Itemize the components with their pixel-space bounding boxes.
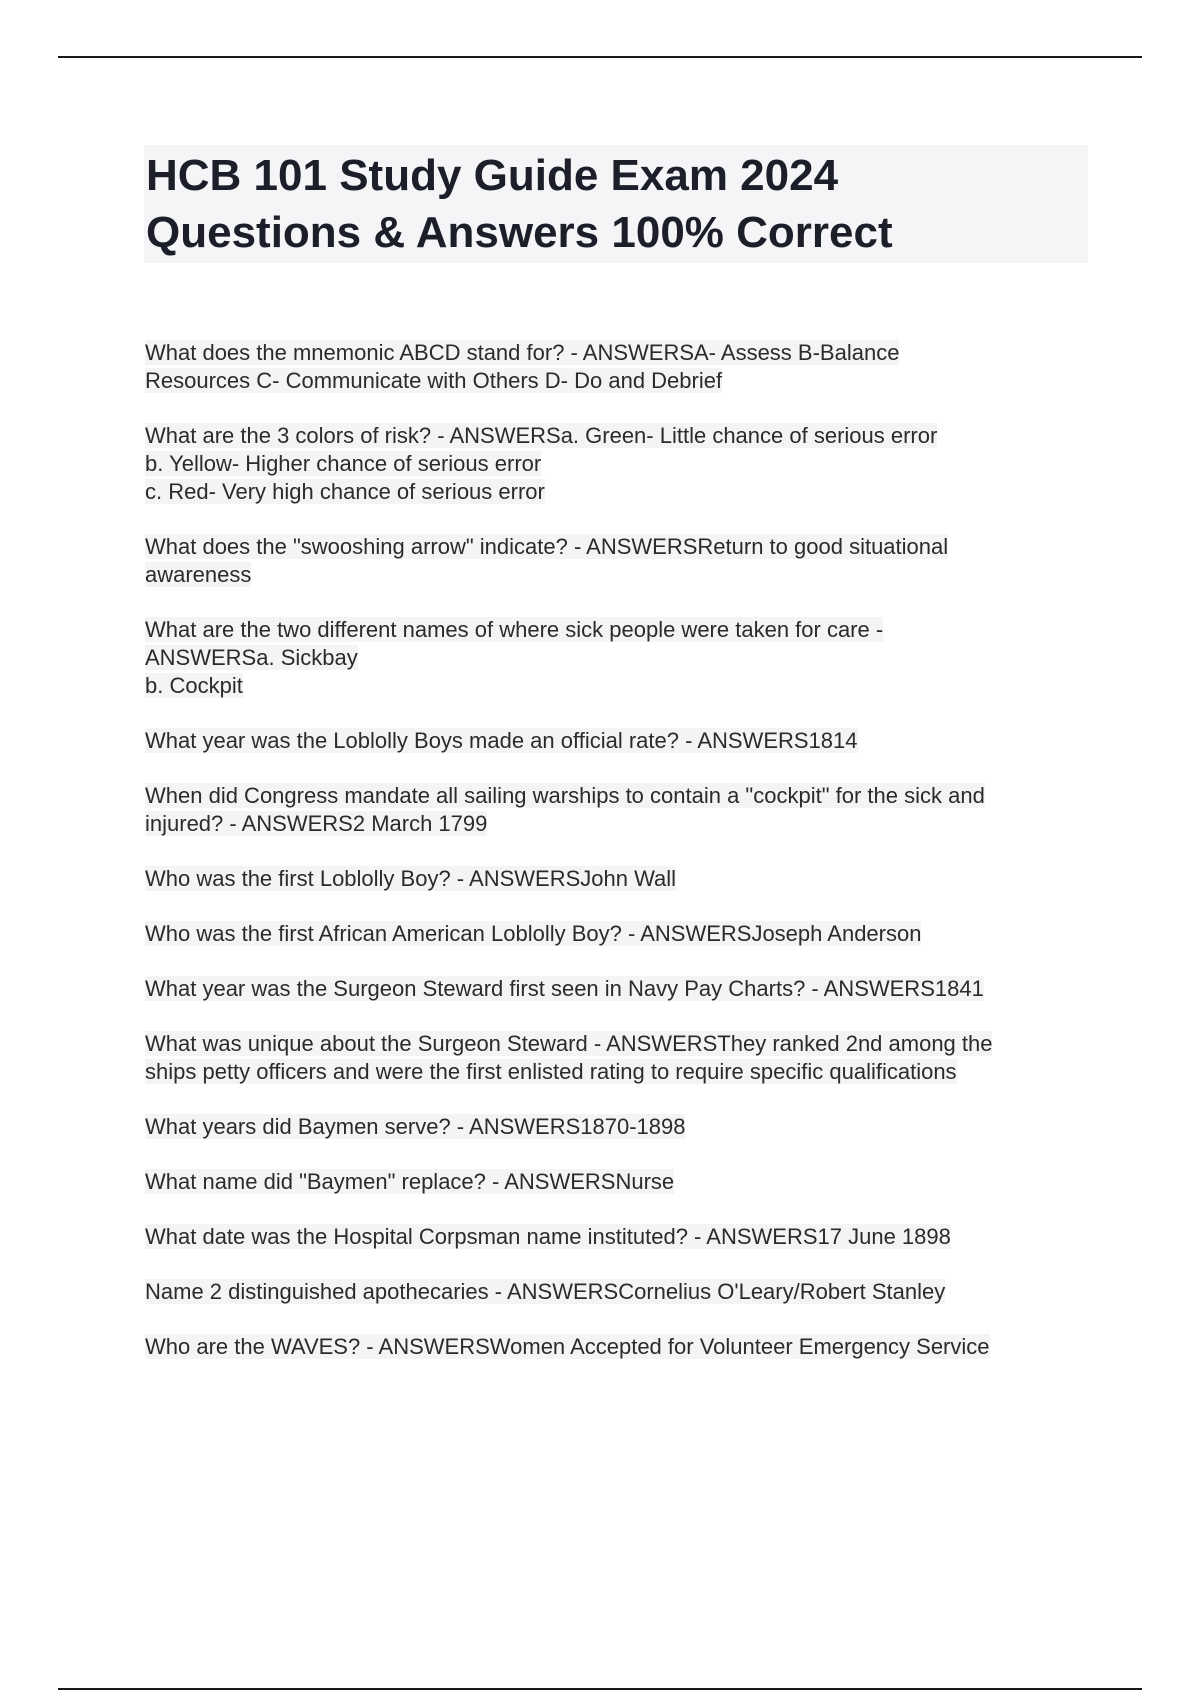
qa-line	[145, 1030, 1085, 1058]
qa-line	[145, 478, 1085, 506]
qa-line	[145, 672, 1085, 700]
qa-line	[145, 920, 1085, 948]
qa-text: ships petty officers and were the first enlisted rating to require specific qualifications	[145, 1059, 957, 1084]
qa-text: c. Red- Very high chance of serious error	[145, 479, 545, 504]
qa-line	[145, 644, 1085, 672]
page-title	[144, 145, 1088, 263]
qa-text: ANSWERSa. Sickbay	[145, 645, 358, 670]
qa-line	[145, 782, 1085, 810]
qa-text: When did Congress mandate all sailing warships to contain a "cockpit" for the sick and	[145, 783, 985, 808]
bottom-divider	[58, 1688, 1142, 1690]
qa-item	[145, 1333, 1085, 1361]
qa-line	[145, 1223, 1085, 1251]
qa-item	[145, 1278, 1085, 1306]
qa-text: Who are the WAVES? - ANSWERSWomen Accepted for Volunteer Emergency Service	[145, 1334, 990, 1359]
qa-item	[145, 533, 1085, 589]
qa-text: What does the "swooshing arrow" indicate? - ANSWERSReturn to good situational	[145, 534, 949, 559]
qa-item	[145, 1168, 1085, 1196]
qa-text: What year was the Surgeon Steward first seen in Navy Pay Charts? - ANSWERS1841	[145, 976, 984, 1001]
qa-text: What are the 3 colors of risk? - ANSWERSa. Green- Little chance of serious error	[145, 423, 938, 448]
qa-text: What name did "Baymen" replace? - ANSWERSNurse	[145, 1169, 675, 1194]
qa-text: Who was the first Loblolly Boy? - ANSWERSJohn Wall	[145, 866, 677, 891]
qa-text: What was unique about the Surgeon Steward - ANSWERSThey ranked 2nd among the	[145, 1031, 993, 1056]
qa-text: What date was the Hospital Corpsman name instituted? - ANSWERS17 June 1898	[145, 1224, 951, 1249]
qa-item	[145, 727, 1085, 755]
qa-text: Who was the first African American Loblolly Boy? - ANSWERSJoseph Anderson	[145, 921, 922, 946]
qa-item	[145, 975, 1085, 1003]
top-divider	[58, 56, 1142, 58]
qa-item	[145, 1030, 1085, 1086]
qa-item	[145, 339, 1085, 395]
qa-text: Resources C- Communicate with Others D- Do and Debrief	[145, 368, 723, 393]
qa-text: What year was the Loblolly Boys made an official rate? - ANSWERS1814	[145, 728, 858, 753]
qa-line	[145, 1113, 1085, 1141]
qa-line	[145, 865, 1085, 893]
qa-list	[145, 339, 1085, 1388]
qa-line	[145, 1278, 1085, 1306]
qa-line	[145, 1333, 1085, 1361]
qa-line	[145, 810, 1085, 838]
qa-line	[145, 561, 1085, 589]
qa-item	[145, 782, 1085, 838]
qa-text: What are the two different names of where sick people were taken for care -	[145, 617, 884, 642]
qa-line	[145, 367, 1085, 395]
qa-text: b. Yellow- Higher chance of serious error	[145, 451, 542, 476]
title-line: Questions & Answers 100% Correct	[146, 208, 893, 257]
qa-item	[145, 616, 1085, 700]
qa-line	[145, 727, 1085, 755]
qa-item	[145, 422, 1085, 506]
qa-line	[145, 422, 1085, 450]
qa-text: injured? - ANSWERS2 March 1799	[145, 811, 488, 836]
qa-line	[145, 616, 1085, 644]
qa-line	[145, 339, 1085, 367]
title-line: HCB 101 Study Guide Exam 2024	[146, 151, 839, 200]
qa-item	[145, 865, 1085, 893]
qa-line	[145, 1058, 1085, 1086]
qa-line	[145, 533, 1085, 561]
qa-item	[145, 920, 1085, 948]
qa-item	[145, 1113, 1085, 1141]
qa-text: Name 2 distinguished apothecaries - ANSWERSCornelius O'Leary/Robert Stanley	[145, 1279, 946, 1304]
qa-text: awareness	[145, 562, 252, 587]
qa-text: What years did Baymen serve? - ANSWERS1870-1898	[145, 1114, 686, 1139]
qa-text: What does the mnemonic ABCD stand for? - ANSWERSA- Assess B-Balance	[145, 340, 900, 365]
qa-item	[145, 1223, 1085, 1251]
qa-line	[145, 1168, 1085, 1196]
qa-line	[145, 450, 1085, 478]
qa-line	[145, 975, 1085, 1003]
qa-text: b. Cockpit	[145, 673, 243, 698]
